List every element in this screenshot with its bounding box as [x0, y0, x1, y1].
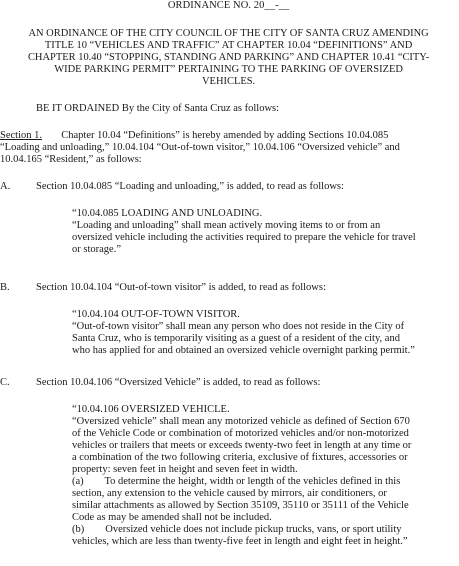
heading-line: VEHICLES. [202, 76, 256, 87]
quote-line: vehicles, which are less than twenty-five feet in length and eight feet in height.” [72, 536, 408, 547]
quote-line: property: seven feet in height and seven feet in width. [72, 464, 298, 475]
quote-line: a combination of the two following criteria, exclusive of fixtures, accessories or [72, 452, 408, 463]
quote-line: similar attachments as allowed by Section 35109, 35110 or 35111 of the Vehicle [72, 500, 409, 511]
section-1-line: “Loading and unloading,” 10.04.104 “Out-of-town visitor,” 10.04.106 “Oversized vehicle” and [0, 142, 400, 153]
quote-line: vehicles or trailers that meets or exceeds twenty-two feet in length at any time or [72, 440, 412, 451]
quote-line: who has applied for and obtained an oversized vehicle overnight parking permit.” [72, 345, 415, 356]
item-letter: C. [0, 377, 10, 388]
heading-line: TITLE 10 “VEHICLES AND TRAFFIC” AT CHAPTER 10.04 “DEFINITIONS” AND [44, 40, 413, 51]
quote-line: Santa Cruz, who is temporarily visiting as a guest of a resident of the city, and [72, 333, 400, 344]
quote-line: Code as may be amended shall not be included. [72, 512, 272, 523]
quote-line: or storage.” [72, 244, 121, 255]
quote-line: (b) Oversized vehicle does not include pickup trucks, vans, or sport utility [72, 524, 402, 535]
heading-line: CHAPTER 10.40 “STOPPING, STANDING AND PARKING” AND CHAPTER 10.41 “CITY- [27, 52, 430, 63]
item-intro: Section 10.04.106 “Oversized Vehicle” is added, to read as follows: [36, 377, 321, 388]
item-intro: Section 10.04.085 “Loading and unloading,” is added, to read as follows: [36, 181, 344, 192]
quote-line: oversized vehicle including the activities required to prepare the vehicle for travel [72, 232, 416, 243]
ordinance-title: ORDINANCE NO. 20__-__ [167, 0, 290, 11]
item-letter: A. [0, 181, 11, 192]
quote-line: section, any extension to the vehicle caused by mirrors, air conditioners, or [72, 488, 387, 499]
quote-line: “Loading and unloading” shall mean actively moving items to or from an [72, 220, 381, 231]
quote-line: “10.04.106 OVERSIZED VEHICLE. [72, 404, 230, 415]
heading-line: AN ORDINANCE OF THE CITY COUNCIL OF THE CITY OF SANTA CRUZ AMENDING [28, 28, 429, 39]
section-1-label: Section 1. [0, 130, 42, 141]
quote-line: of the Vehicle Code or combination of motorized vehicles and/or non-motorized [72, 428, 409, 439]
item-letter: B. [0, 282, 10, 293]
quote-line: (a) To determine the height, width or length of the vehicles defined in this [72, 476, 401, 487]
ordained-clause: BE IT ORDAINED By the City of Santa Cruz as follows: [36, 103, 280, 114]
item-intro: Section 10.04.104 “Out-of-town visitor” is added, to read as follows: [36, 282, 326, 293]
quote-line: “Out-of-town visitor” shall mean any person who does not reside in the City of [72, 321, 405, 332]
heading-line: WIDE PARKING PERMIT” PERTAINING TO THE PARKING OF OVERSIZED [54, 64, 403, 75]
quote-line: “10.04.085 LOADING AND UNLOADING. [72, 208, 263, 219]
quote-line: “10.04.104 OUT-OF-TOWN VISITOR. [72, 309, 240, 320]
section-1-line: 10.04.165 “Resident,” as follows: [0, 154, 142, 165]
quote-line: “Oversized vehicle” shall mean any motorized vehicle as defined of Section 670 [72, 416, 410, 427]
section-1-line: Chapter 10.04 “Definitions” is hereby amended by adding Sections 10.04.085 [61, 130, 389, 141]
